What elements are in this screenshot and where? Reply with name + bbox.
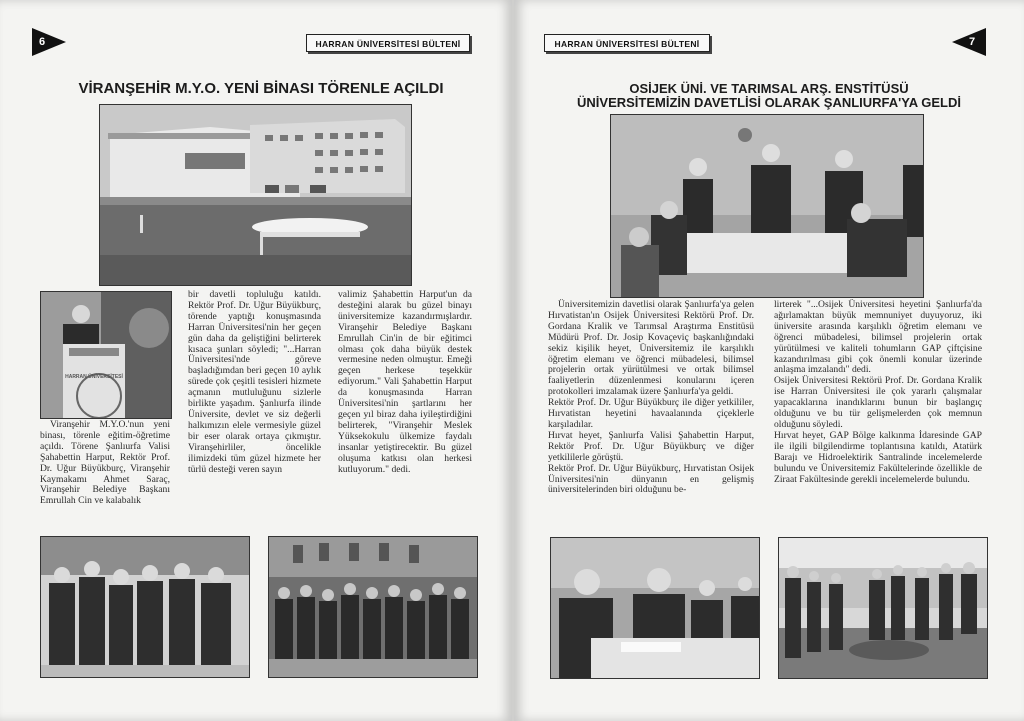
article-text-right-2: lirterek "...Osijek Üniversitesi heyetini Şanlıurfa'da ağırlamaktan büyük memnuniyet duyuyoruz, iki üniversite arasında karşılıklı öğretim elemanı ve öğrenci mübadelesi, bilimsel projelerin ortak yürütülmesi ve kaliteli tohumların GAP çiftçisine kazandırılması gibi çok önemli konular üzerinde anlaşma imzalandı" dedi. Osijek Üniversitesi Rektörü Prof. Dr. Gordana Kralik ise Harran Üniversitesi ile çok yararlı çalışmalar yapacaklarına inandıklarını bunun bir başlangıç olduğunu ve bu tür gelişmelerden çok memnun olduğunu söyledi. Hırvat heyet, GAP Bölge kalkınma İdaresinde GAP ile ilgili bilgilendirme toplantısına katıldı, Atatürk Barajı ve Hidroelektirik Santralinde incelemelerde bulundu ve Üniversitemiz Fakültelerinde özellikle de Ziraat Fakültesinde gerekli incelemelerde bulundu. xyxy=(774,299,982,485)
article-text-left-1: Viranşehir M.Y.O.'nun yeni binası, törenle eğitim-öğretime açıldı. Törene Şanlıurfa Valisi Şahabettin Harput, Rektör Prof. Dr. Uğur Büyükburç, Viranşehir Kaymakamı Ahmet Saraç, Viranşehir Belediye Başkanı Emrullah Cin ve kalabalık xyxy=(40,419,170,507)
photo-building xyxy=(99,104,412,286)
page-arrow-icon xyxy=(32,28,66,56)
right-page xyxy=(514,0,1024,721)
article-headline-right-1: OSİJEK ÜNİ. VE TARIMSAL ARŞ. ENSTİTÜSÜ xyxy=(629,81,909,96)
article-column-left-3 xyxy=(338,290,472,475)
photo-protocol-signing xyxy=(550,537,760,679)
article-text-left-3: valimiz Şahabettin Harput'un da desteğini alarak bu güzel binayı üniversitemize kazandırmışlardır. Viranşehir Belediye Başkanı Emrullah Cin'in de bir eğitimci olması çok daha büyük destek vermesine neden olmuştur. Emeği geçen herkese teşekkür ediyorum." Vali Şahabettin Harput da konuşmasında Harran Üniversitesi'nin şartlarını her geçen yıl biraz daha iyileştirdiğini belirterek, "Viranşehir Meslek Yüksekokulu ülkemize faydalı insanlar yetiştirecektir. Bu güzel oluşuma katkısı olan herkesi kutluyorum." dedi. xyxy=(338,289,472,475)
article-text-left-2: bir davetli topluluğu katıldı. Rektör Prof. Dr. Uğur Büyükburç, törende yaptığı konuşmasında Harran Üniversitesi'nin her geçen gün daha da geliştiğini belirterek kısaca şunları söyledi; "...Harran Üniversitesi'nde göreve başladığımdan beri geçen 10 aylık sürede çok çeşitli tesisleri hizmete açmanın mutluluğunu sizlerle birlikte yaşadım. Şanlıurfa ilinde Üniversite, devlet ve siz değerli halkımızın elele vermesiyle güzel bir eser olarak ortaya çıkmıştır. Viranşehirliler, öncelikle ilimizdeki tüm güzel hizmete her türlü desteği veren sayın xyxy=(188,289,321,475)
article-headline-left: VİRANŞEHİR M.Y.O. YENİ BİNASI TÖRENLE AÇILDI xyxy=(78,80,444,97)
article-column-right-2 xyxy=(774,300,982,485)
photo-officials-group xyxy=(40,536,250,678)
page-number-left: 6 xyxy=(39,36,46,48)
article-headline-right-2: ÜNİVERSİTEMİZİN DAVETLİSİ OLARAK ŞANLIURFA'YA GELDİ xyxy=(577,95,961,110)
article-column-left-2 xyxy=(188,290,321,475)
article-column-right-1 xyxy=(548,300,754,496)
page-number-right: 7 xyxy=(969,36,976,48)
photo-ceremony-audience xyxy=(268,536,478,678)
article-column-left-1 xyxy=(40,420,170,507)
photo-field-visit xyxy=(778,537,988,679)
photo-speaker-podium xyxy=(40,291,172,419)
bulletin-header-left: HARRAN ÜNİVERSİTESİ BÜLTENİ xyxy=(306,34,470,52)
bulletin-header-right: HARRAN ÜNİVERSİTESİ BÜLTENİ xyxy=(544,34,710,52)
article-text-right-1: Üniversitemizin davetlisi olarak Şanlıurfa'ya gelen Hırvatistan'ın Osijek Üniversitesi Rektörü Prof. Dr. Gordana Kralik ve Tarımsal Araştırma Enstitüsü Müdürü Prof. Dr. Josip Kovaçeviç başkanlığındaki sekiz kişilik heyet, Üniversitemiz ile karşılıklı öğretim elemanı ve öğrenci mübadelesi, bilimsel projelerin ortak yürütülmesi ve ortak bilimsel faaliyetlerin düzenlenmesi konularını içeren protokolleri imzalamak üzere Şanlıurfa'ya geldi. Rektör Prof. Dr. Uğur Büyükburç ile diğer yetkililer, Hırvatistan heyetini havaalanında çiçeklerle karşıladılar. Hırvat heyet, Şanlıurfa Valisi Şahabettin Harput, Rektör Prof. Dr. Uğur Büyükburç ve diğer yetkililerle görüştü. Rektör Prof. Dr. Uğur Büyükburç, Hırvatistan Osijek Üniversitesi'nin dünyanın en gelişmiş üniversitelerinden biri olduğunu be- xyxy=(548,299,754,496)
podium-sign: HARRAN ÜNİVERSİTESİ xyxy=(65,374,123,380)
photo-meeting-table xyxy=(610,114,924,298)
